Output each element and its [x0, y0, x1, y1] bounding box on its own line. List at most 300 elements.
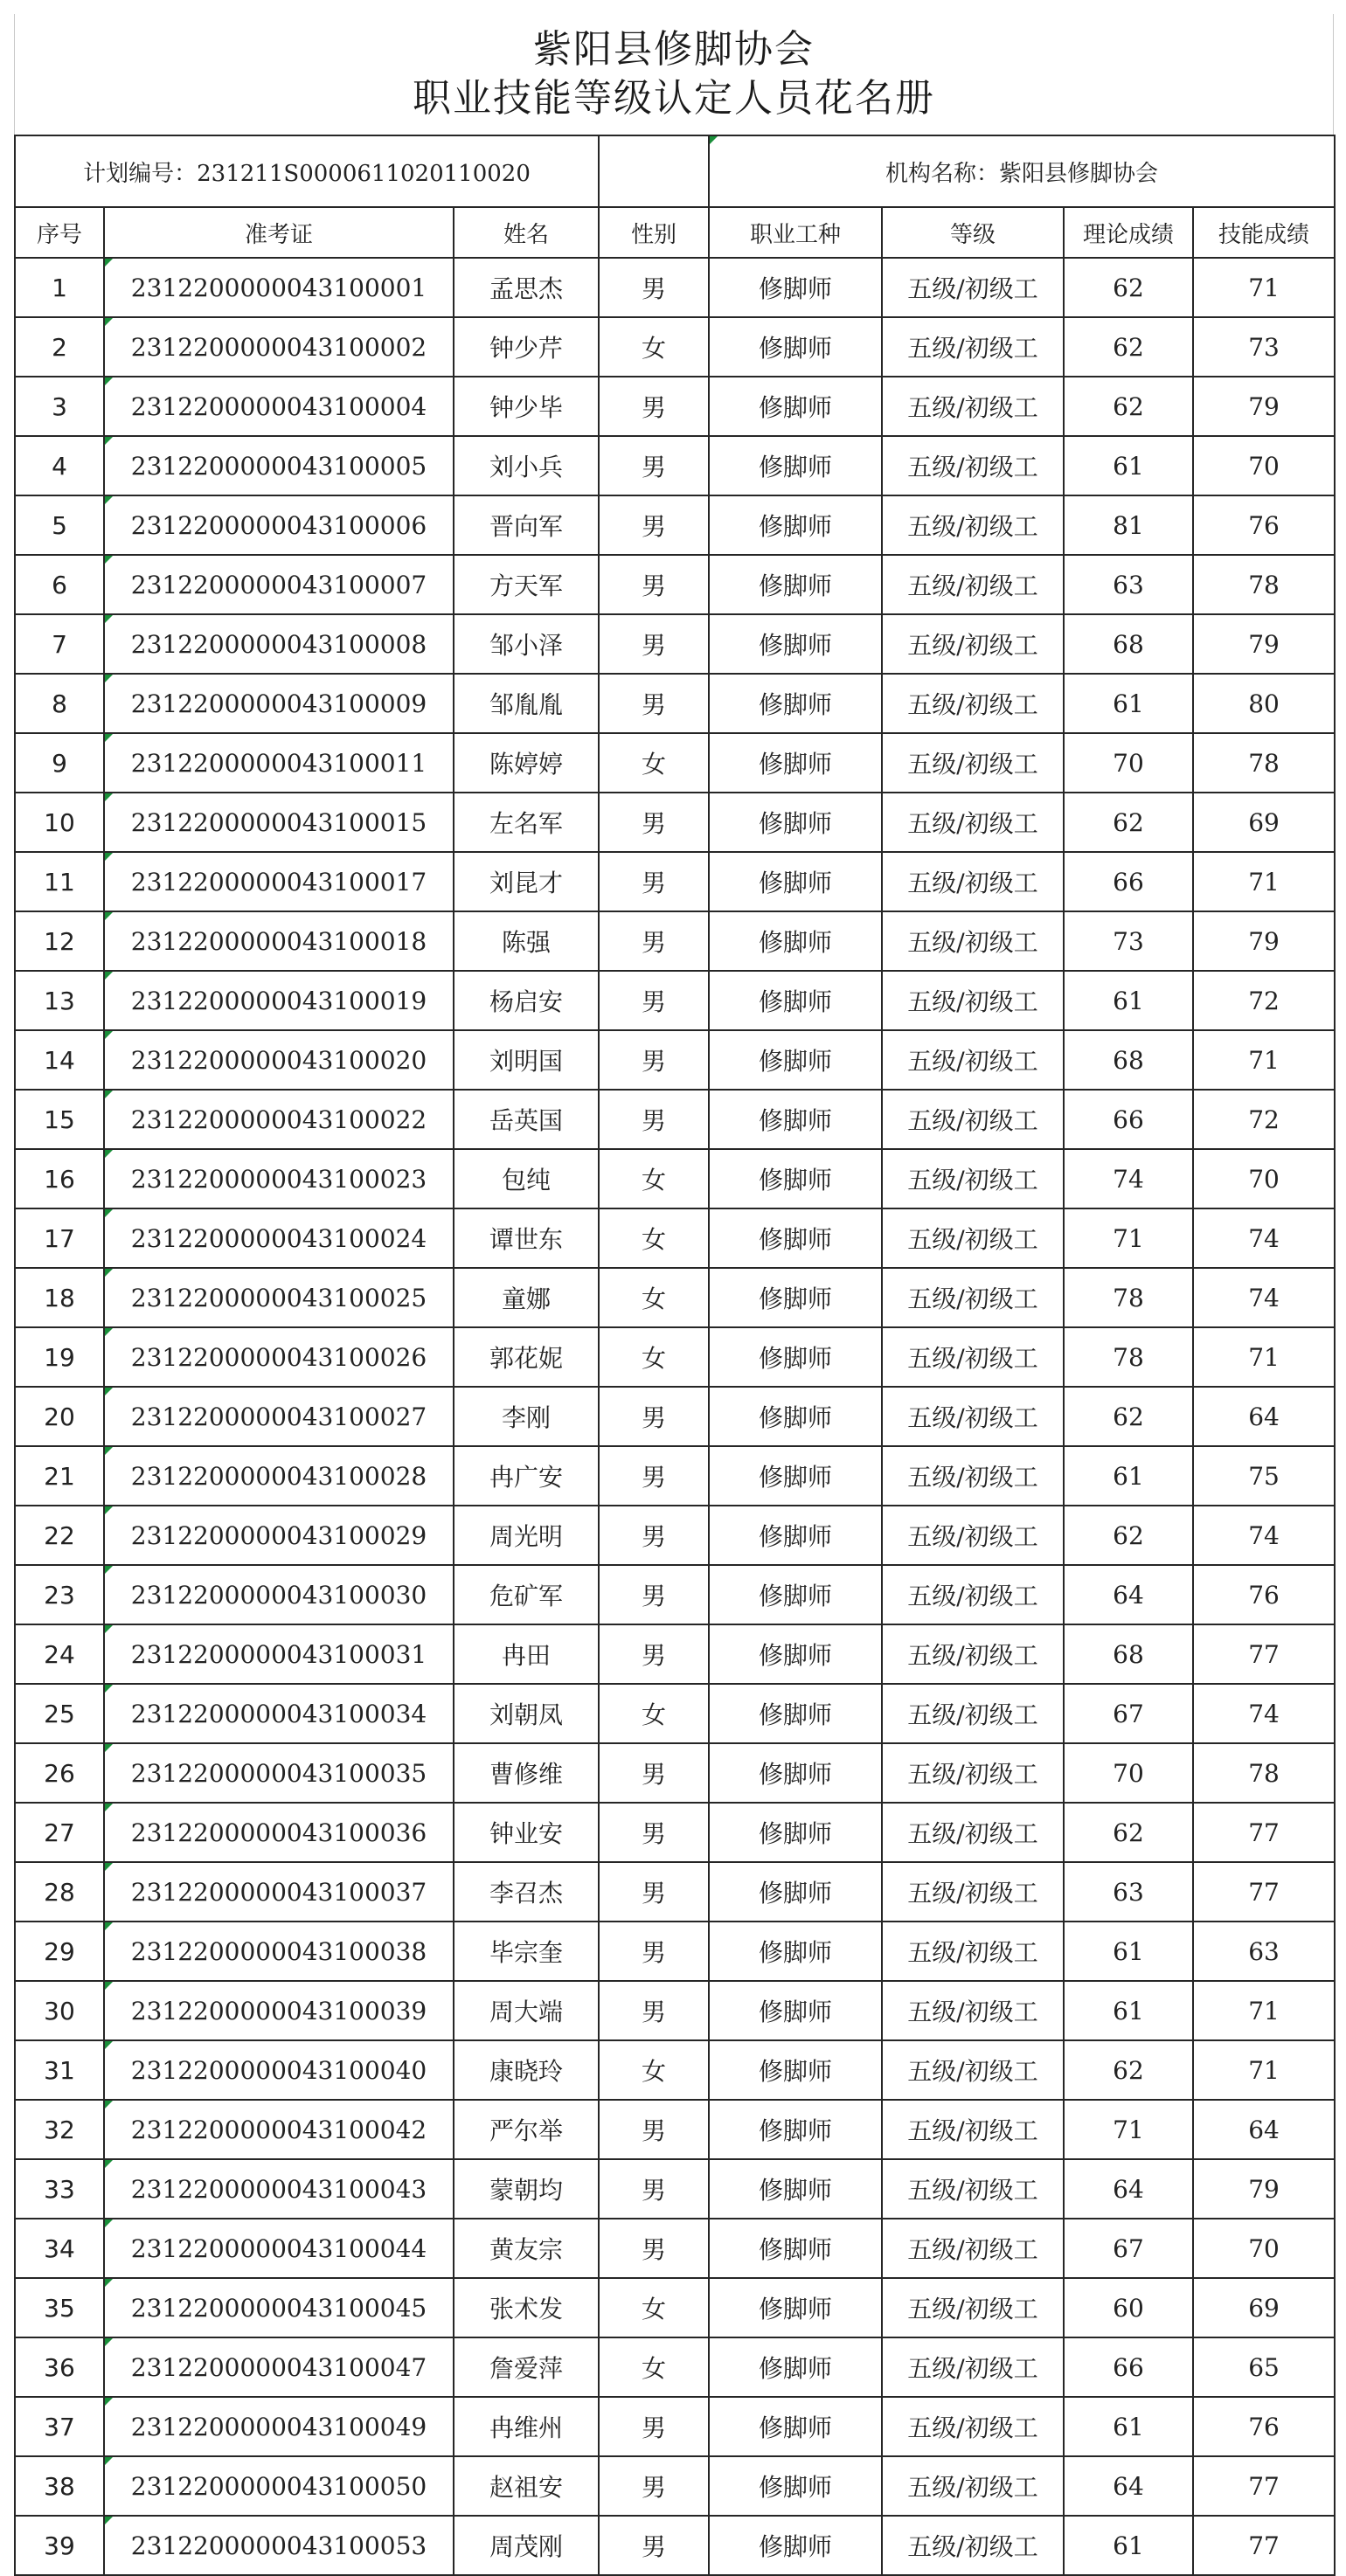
cell-skill-score: 71	[1193, 1030, 1335, 1090]
cell-sex: 男	[599, 793, 709, 852]
cell-ticket: 2312200000043100019	[104, 971, 454, 1030]
cell-name: 谭世东	[454, 1208, 599, 1268]
cell-skill-score: 79	[1193, 614, 1335, 674]
cell-theory-score: 62	[1064, 1506, 1193, 1565]
cell-name: 刘明国	[454, 1030, 599, 1090]
cell-name: 刘朝凤	[454, 1684, 599, 1743]
table-row	[15, 2278, 1335, 2337]
cell-occupation: 修脚师	[709, 1565, 882, 1624]
cell-occupation: 修脚师	[709, 555, 882, 614]
cell-occupation: 修脚师	[709, 1862, 882, 1922]
cell-level: 五级/初级工	[882, 555, 1064, 614]
cell-name: 冉广安	[454, 1446, 599, 1506]
cell-name: 邹小泽	[454, 614, 599, 674]
cell-theory-score: 67	[1064, 1684, 1193, 1743]
cell-name: 钟少毕	[454, 377, 599, 436]
cell-occupation: 修脚师	[709, 614, 882, 674]
table-row	[15, 1030, 1335, 1090]
cell-skill-score: 77	[1193, 1624, 1335, 1684]
cell-name: 郭花妮	[454, 1327, 599, 1387]
cell-occupation: 修脚师	[709, 1981, 882, 2040]
cell-name: 严尔举	[454, 2100, 599, 2159]
cell-occupation: 修脚师	[709, 2219, 882, 2278]
table-row	[15, 1268, 1335, 1327]
cell-ticket: 2312200000043100039	[104, 1981, 454, 2040]
cell-theory-score: 78	[1064, 1327, 1193, 1387]
cell-ticket: 2312200000043100029	[104, 1506, 454, 1565]
cell-name: 孟思杰	[454, 258, 599, 317]
title-roster: 职业技能等级认定人员花名册	[413, 76, 935, 121]
cell-sex: 男	[599, 1387, 709, 1446]
cell-level: 五级/初级工	[882, 1268, 1064, 1327]
cell-level: 五级/初级工	[882, 1743, 1064, 1803]
cell-seq: 7	[15, 614, 104, 674]
cell-level: 五级/初级工	[882, 1803, 1064, 1862]
plan-number: 计划编号：231211S0000611020110020	[15, 135, 599, 207]
cell-skill-score: 74	[1193, 1684, 1335, 1743]
cell-seq: 11	[15, 852, 104, 911]
cell-seq: 25	[15, 1684, 104, 1743]
cell-ticket: 2312200000043100002	[104, 317, 454, 377]
cell-ticket: 2312200000043100036	[104, 1803, 454, 1862]
cell-theory-score: 70	[1064, 733, 1193, 793]
cell-skill-score: 71	[1193, 852, 1335, 911]
cell-occupation: 修脚师	[709, 1506, 882, 1565]
cell-sex: 男	[599, 2456, 709, 2516]
cell-occupation: 修脚师	[709, 2159, 882, 2219]
table-row	[15, 2337, 1335, 2397]
cell-theory-score: 66	[1064, 852, 1193, 911]
cell-seq: 37	[15, 2397, 104, 2456]
header-level: 等级	[882, 207, 1064, 258]
cell-skill-score: 79	[1193, 2159, 1335, 2219]
table-row	[15, 1149, 1335, 1208]
table-row	[15, 2159, 1335, 2219]
cell-occupation: 修脚师	[709, 2456, 882, 2516]
cell-sex: 男	[599, 1743, 709, 1803]
cell-skill-score: 64	[1193, 1387, 1335, 1446]
cell-name: 杨启安	[454, 971, 599, 1030]
table-row	[15, 1803, 1335, 1862]
cell-skill-score: 72	[1193, 1090, 1335, 1149]
cell-theory-score: 62	[1064, 317, 1193, 377]
cell-name: 詹爱萍	[454, 2337, 599, 2397]
roster-body	[15, 135, 1335, 2575]
cell-level: 五级/初级工	[882, 793, 1064, 852]
cell-theory-score: 62	[1064, 1387, 1193, 1446]
cell-name: 冉田	[454, 1624, 599, 1684]
cell-seq: 38	[15, 2456, 104, 2516]
cell-ticket: 2312200000043100022	[104, 1090, 454, 1149]
table-row	[15, 2397, 1335, 2456]
cell-ticket: 2312200000043100047	[104, 2337, 454, 2397]
cell-level: 五级/初级工	[882, 317, 1064, 377]
cell-seq: 36	[15, 2337, 104, 2397]
cell-sex: 女	[599, 733, 709, 793]
table-row	[15, 2100, 1335, 2159]
cell-seq: 13	[15, 971, 104, 1030]
cell-sex: 女	[599, 1268, 709, 1327]
cell-occupation: 修脚师	[709, 911, 882, 971]
table-row	[15, 674, 1335, 733]
cell-theory-score: 62	[1064, 2040, 1193, 2100]
table-row	[15, 1446, 1335, 1506]
table-row	[15, 2516, 1335, 2575]
cell-sex: 男	[599, 2159, 709, 2219]
cell-seq: 18	[15, 1268, 104, 1327]
table-row	[15, 1208, 1335, 1268]
cell-skill-score: 78	[1193, 733, 1335, 793]
cell-level: 五级/初级工	[882, 2278, 1064, 2337]
cell-seq: 21	[15, 1446, 104, 1506]
cell-theory-score: 61	[1064, 971, 1193, 1030]
cell-seq: 29	[15, 1922, 104, 1981]
cell-seq: 15	[15, 1090, 104, 1149]
header-skill-score: 技能成绩	[1193, 207, 1335, 258]
cell-skill-score: 76	[1193, 1565, 1335, 1624]
cell-sex: 女	[599, 1208, 709, 1268]
cell-theory-score: 61	[1064, 2397, 1193, 2456]
cell-theory-score: 61	[1064, 674, 1193, 733]
cell-ticket: 2312200000043100023	[104, 1149, 454, 1208]
cell-ticket: 2312200000043100053	[104, 2516, 454, 2575]
cell-theory-score: 68	[1064, 614, 1193, 674]
cell-sex: 男	[599, 614, 709, 674]
cell-occupation: 修脚师	[709, 793, 882, 852]
cell-theory-score: 74	[1064, 1149, 1193, 1208]
cell-ticket: 2312200000043100006	[104, 495, 454, 555]
cell-occupation: 修脚师	[709, 258, 882, 317]
cell-ticket: 2312200000043100040	[104, 2040, 454, 2100]
cell-seq: 20	[15, 1387, 104, 1446]
cell-occupation: 修脚师	[709, 1743, 882, 1803]
cell-sex: 男	[599, 2219, 709, 2278]
cell-level: 五级/初级工	[882, 1149, 1064, 1208]
cell-level: 五级/初级工	[882, 2219, 1064, 2278]
cell-ticket: 2312200000043100037	[104, 1862, 454, 1922]
cell-theory-score: 73	[1064, 911, 1193, 971]
cell-level: 五级/初级工	[882, 258, 1064, 317]
cell-seq: 31	[15, 2040, 104, 2100]
cell-level: 五级/初级工	[882, 1922, 1064, 1981]
cell-level: 五级/初级工	[882, 436, 1064, 495]
cell-occupation: 修脚师	[709, 1268, 882, 1327]
cell-level: 五级/初级工	[882, 2159, 1064, 2219]
cell-level: 五级/初级工	[882, 2040, 1064, 2100]
cell-seq: 4	[15, 436, 104, 495]
cell-occupation: 修脚师	[709, 1149, 882, 1208]
cell-ticket: 2312200000043100026	[104, 1327, 454, 1387]
cell-theory-score: 78	[1064, 1268, 1193, 1327]
cell-seq: 27	[15, 1803, 104, 1862]
cell-skill-score: 69	[1193, 793, 1335, 852]
cell-theory-score: 63	[1064, 555, 1193, 614]
cell-seq: 30	[15, 1981, 104, 2040]
cell-level: 五级/初级工	[882, 1030, 1064, 1090]
cell-occupation: 修脚师	[709, 2278, 882, 2337]
cell-level: 五级/初级工	[882, 2456, 1064, 2516]
cell-skill-score: 77	[1193, 2456, 1335, 2516]
cell-seq: 39	[15, 2516, 104, 2575]
table-row	[15, 2456, 1335, 2516]
cell-skill-score: 71	[1193, 1981, 1335, 2040]
cell-seq: 17	[15, 1208, 104, 1268]
cell-sex: 女	[599, 1684, 709, 1743]
cell-skill-score: 74	[1193, 1268, 1335, 1327]
cell-occupation: 修脚师	[709, 377, 882, 436]
cell-sex: 男	[599, 911, 709, 971]
cell-seq: 26	[15, 1743, 104, 1803]
table-row	[15, 1327, 1335, 1387]
cell-name: 曹修维	[454, 1743, 599, 1803]
cell-theory-score: 61	[1064, 1446, 1193, 1506]
cell-sex: 女	[599, 2278, 709, 2337]
cell-seq: 1	[15, 258, 104, 317]
cell-occupation: 修脚师	[709, 674, 882, 733]
cell-occupation: 修脚师	[709, 2100, 882, 2159]
cell-sex: 男	[599, 1803, 709, 1862]
cell-theory-score: 62	[1064, 793, 1193, 852]
cell-level: 五级/初级工	[882, 852, 1064, 911]
cell-sex: 男	[599, 1862, 709, 1922]
cell-ticket: 2312200000043100027	[104, 1387, 454, 1446]
table-row	[15, 436, 1335, 495]
cell-seq: 23	[15, 1565, 104, 1624]
cell-sex: 男	[599, 852, 709, 911]
cell-ticket: 2312200000043100009	[104, 674, 454, 733]
cell-seq: 10	[15, 793, 104, 852]
cell-level: 五级/初级工	[882, 614, 1064, 674]
cell-theory-score: 62	[1064, 1803, 1193, 1862]
cell-theory-score: 64	[1064, 1565, 1193, 1624]
cell-sex: 男	[599, 1030, 709, 1090]
cell-sex: 男	[599, 2100, 709, 2159]
table-row	[15, 971, 1335, 1030]
cell-level: 五级/初级工	[882, 1506, 1064, 1565]
cell-occupation: 修脚师	[709, 2040, 882, 2100]
cell-sex: 男	[599, 1506, 709, 1565]
cell-name: 李刚	[454, 1387, 599, 1446]
cell-level: 五级/初级工	[882, 1624, 1064, 1684]
cell-occupation: 修脚师	[709, 1090, 882, 1149]
cell-name: 刘小兵	[454, 436, 599, 495]
cell-sex: 男	[599, 1565, 709, 1624]
cell-level: 五级/初级工	[882, 674, 1064, 733]
cell-level: 五级/初级工	[882, 495, 1064, 555]
cell-name: 冉维州	[454, 2397, 599, 2456]
cell-sex: 男	[599, 1090, 709, 1149]
cell-seq: 16	[15, 1149, 104, 1208]
cell-name: 方天军	[454, 555, 599, 614]
cell-sex: 女	[599, 2337, 709, 2397]
cell-occupation: 修脚师	[709, 1624, 882, 1684]
cell-level: 五级/初级工	[882, 1981, 1064, 2040]
cell-theory-score: 61	[1064, 2516, 1193, 2575]
cell-occupation: 修脚师	[709, 971, 882, 1030]
cell-level: 五级/初级工	[882, 377, 1064, 436]
cell-level: 五级/初级工	[882, 1565, 1064, 1624]
cell-skill-score: 71	[1193, 258, 1335, 317]
cell-name: 蒙朝均	[454, 2159, 599, 2219]
cell-occupation: 修脚师	[709, 2337, 882, 2397]
cell-level: 五级/初级工	[882, 911, 1064, 971]
table-row	[15, 1506, 1335, 1565]
header-name: 姓名	[454, 207, 599, 258]
cell-skill-score: 71	[1193, 1327, 1335, 1387]
cell-ticket: 2312200000043100018	[104, 911, 454, 971]
table-row	[15, 793, 1335, 852]
cell-sex: 女	[599, 2040, 709, 2100]
cell-level: 五级/初级工	[882, 1862, 1064, 1922]
title-association: 紫阳县修脚协会	[533, 27, 815, 72]
cell-level: 五级/初级工	[882, 1684, 1064, 1743]
cell-seq: 9	[15, 733, 104, 793]
cell-name: 邹胤胤	[454, 674, 599, 733]
header-occupation: 职业工种	[709, 207, 882, 258]
cell-occupation: 修脚师	[709, 733, 882, 793]
table-row	[15, 1743, 1335, 1803]
table-row	[15, 852, 1335, 911]
cell-level: 五级/初级工	[882, 2397, 1064, 2456]
title-block	[14, 14, 1334, 135]
cell-name: 周光明	[454, 1506, 599, 1565]
roster-table	[14, 135, 1336, 2576]
cell-ticket: 2312200000043100049	[104, 2397, 454, 2456]
cell-occupation: 修脚师	[709, 1030, 882, 1090]
cell-name: 陈婷婷	[454, 733, 599, 793]
cell-theory-score: 61	[1064, 1922, 1193, 1981]
cell-ticket: 2312200000043100034	[104, 1684, 454, 1743]
cell-level: 五级/初级工	[882, 2337, 1064, 2397]
cell-occupation: 修脚师	[709, 1922, 882, 1981]
cell-sex: 男	[599, 1981, 709, 2040]
cell-skill-score: 63	[1193, 1922, 1335, 1981]
cell-occupation: 修脚师	[709, 852, 882, 911]
table-row	[15, 2219, 1335, 2278]
cell-seq: 22	[15, 1506, 104, 1565]
cell-occupation: 修脚师	[709, 436, 882, 495]
cell-name: 康晓玲	[454, 2040, 599, 2100]
cell-occupation: 修脚师	[709, 1803, 882, 1862]
cell-ticket: 2312200000043100007	[104, 555, 454, 614]
table-row	[15, 1565, 1335, 1624]
cell-occupation: 修脚师	[709, 317, 882, 377]
cell-theory-score: 61	[1064, 436, 1193, 495]
cell-skill-score: 73	[1193, 317, 1335, 377]
cell-theory-score: 67	[1064, 2219, 1193, 2278]
cell-seq: 24	[15, 1624, 104, 1684]
table-row	[15, 1624, 1335, 1684]
cell-ticket: 2312200000043100042	[104, 2100, 454, 2159]
header-ticket: 准考证	[104, 207, 454, 258]
cell-skill-score: 69	[1193, 2278, 1335, 2337]
table-row	[15, 1981, 1335, 2040]
header-row	[15, 207, 1335, 258]
cell-seq: 3	[15, 377, 104, 436]
cell-theory-score: 63	[1064, 1862, 1193, 1922]
cell-name: 陈强	[454, 911, 599, 971]
cell-ticket: 2312200000043100001	[104, 258, 454, 317]
cell-name: 晋向军	[454, 495, 599, 555]
cell-occupation: 修脚师	[709, 1446, 882, 1506]
cell-name: 周大端	[454, 1981, 599, 2040]
meta-row	[15, 135, 1335, 207]
cell-sex: 男	[599, 495, 709, 555]
cell-name: 刘昆才	[454, 852, 599, 911]
cell-sex: 男	[599, 1446, 709, 1506]
cell-name: 周茂刚	[454, 2516, 599, 2575]
cell-occupation: 修脚师	[709, 1684, 882, 1743]
cell-name: 左名军	[454, 793, 599, 852]
cell-ticket: 2312200000043100025	[104, 1268, 454, 1327]
cell-sex: 男	[599, 674, 709, 733]
cell-occupation: 修脚师	[709, 2516, 882, 2575]
cell-name: 童娜	[454, 1268, 599, 1327]
cell-ticket: 2312200000043100045	[104, 2278, 454, 2337]
cell-sex: 女	[599, 1149, 709, 1208]
cell-seq: 12	[15, 911, 104, 971]
cell-seq: 32	[15, 2100, 104, 2159]
cell-theory-score: 62	[1064, 258, 1193, 317]
cell-name: 包纯	[454, 1149, 599, 1208]
cell-seq: 5	[15, 495, 104, 555]
cell-seq: 35	[15, 2278, 104, 2337]
cell-seq: 34	[15, 2219, 104, 2278]
cell-skill-score: 71	[1193, 2040, 1335, 2100]
cell-seq: 19	[15, 1327, 104, 1387]
cell-level: 五级/初级工	[882, 1387, 1064, 1446]
cell-skill-score: 70	[1193, 2219, 1335, 2278]
cell-sex: 男	[599, 2516, 709, 2575]
cell-ticket: 2312200000043100035	[104, 1743, 454, 1803]
cell-skill-score: 65	[1193, 2337, 1335, 2397]
cell-skill-score: 74	[1193, 1506, 1335, 1565]
table-row	[15, 1922, 1335, 1981]
cell-skill-score: 78	[1193, 555, 1335, 614]
cell-ticket: 2312200000043100044	[104, 2219, 454, 2278]
cell-level: 五级/初级工	[882, 971, 1064, 1030]
table-row	[15, 1862, 1335, 1922]
cell-skill-score: 78	[1193, 1743, 1335, 1803]
cell-skill-score: 64	[1193, 2100, 1335, 2159]
cell-skill-score: 75	[1193, 1446, 1335, 1506]
cell-skill-score: 77	[1193, 1862, 1335, 1922]
cell-name: 危矿军	[454, 1565, 599, 1624]
cell-sex: 男	[599, 555, 709, 614]
cell-name: 钟少芹	[454, 317, 599, 377]
cell-theory-score: 68	[1064, 1624, 1193, 1684]
cell-level: 五级/初级工	[882, 1208, 1064, 1268]
cell-ticket: 2312200000043100020	[104, 1030, 454, 1090]
cell-name: 钟业安	[454, 1803, 599, 1862]
cell-sex: 女	[599, 317, 709, 377]
cell-occupation: 修脚师	[709, 495, 882, 555]
roster-sheet	[14, 14, 1334, 2576]
cell-ticket: 2312200000043100038	[104, 1922, 454, 1981]
cell-skill-score: 72	[1193, 971, 1335, 1030]
cell-sex: 男	[599, 377, 709, 436]
cell-theory-score: 71	[1064, 2100, 1193, 2159]
cell-name: 毕宗奎	[454, 1922, 599, 1981]
table-row	[15, 1090, 1335, 1149]
cell-ticket: 2312200000043100030	[104, 1565, 454, 1624]
cell-seq: 14	[15, 1030, 104, 1090]
table-row	[15, 1387, 1335, 1446]
cell-seq: 33	[15, 2159, 104, 2219]
cell-skill-score: 80	[1193, 674, 1335, 733]
cell-skill-score: 76	[1193, 2397, 1335, 2456]
cell-ticket: 2312200000043100024	[104, 1208, 454, 1268]
